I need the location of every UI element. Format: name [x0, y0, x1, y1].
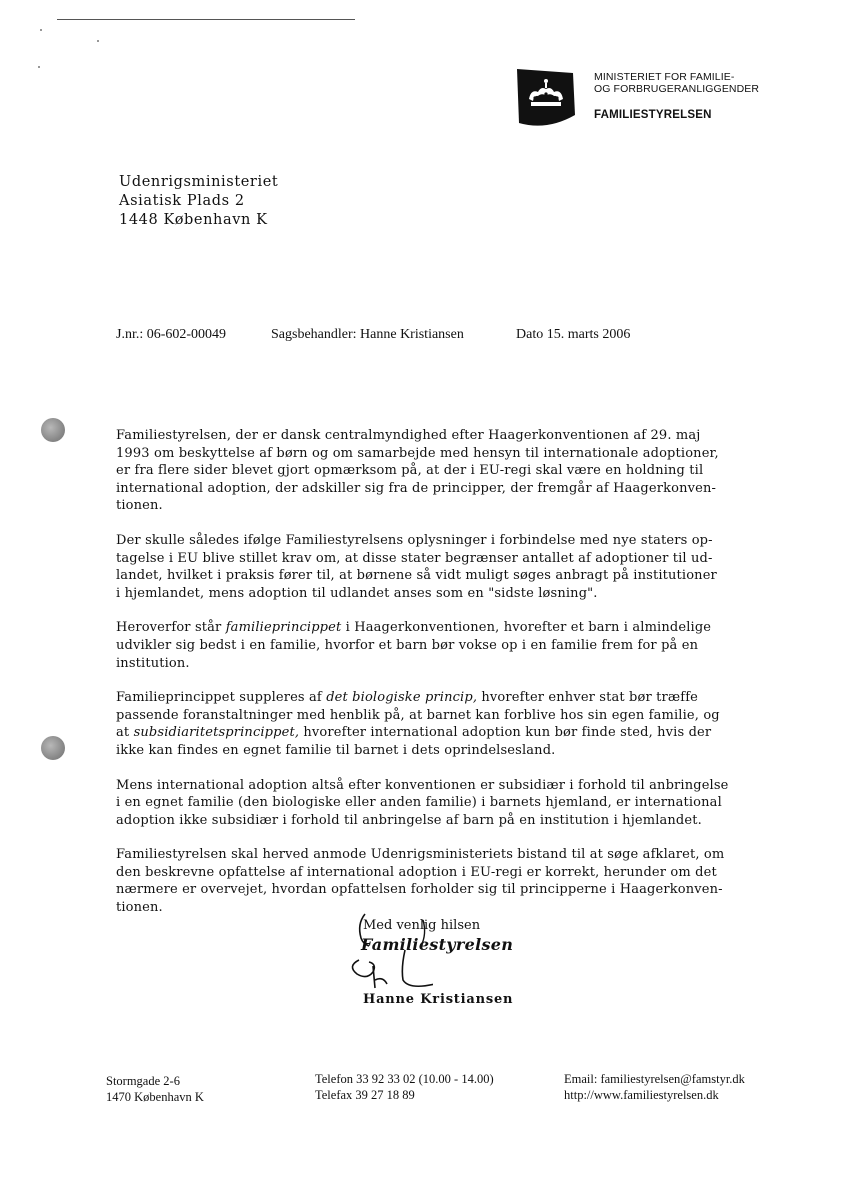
- emphasis-subsidiaritetsprincippet: subsidiaritetsprincippet,: [133, 725, 300, 741]
- text-line: tionen.: [116, 498, 163, 514]
- recipient-name: Udenrigsministeriet: [119, 174, 279, 190]
- scan-top-line: [57, 19, 355, 20]
- text-line: udvikler sig bedst i en familie, hvorfor et barn bør vokse op i en familie frem for på en: [116, 637, 699, 653]
- footer-email: Email: familiestyrelsen@famstyr.dk: [564, 1072, 745, 1086]
- text-line: i hjemlandet, mens adoption til udlandet anses som en "sidste løsning".: [116, 585, 598, 601]
- journal-number: J.nr.: 06-602-00049: [116, 327, 227, 342]
- text-line: den beskrevne opfattelse af international adoption i EU-regi er korrekt, herunder om det: [116, 864, 717, 880]
- text-line: landet, hvilket i praksis fører til, at børnene så vidt muligt søges anbragt på institutioner: [116, 568, 717, 584]
- text-line: at subsidiaritetsprincippet, hvorefter international adoption kun bør finde sted, hvis der: [116, 725, 712, 741]
- text-line: passende foranstaltninger med henblik på, at barnet kan forblive hos sin egen familie, og: [116, 707, 720, 723]
- emphasis-familieprincippet: familieprincippet: [225, 620, 342, 636]
- text-line: ikke kan findes en egnet familie til barnet i dets oprindelsesland.: [116, 742, 556, 758]
- punch-hole: [41, 418, 65, 442]
- scan-speck: [40, 29, 42, 31]
- text-line: i en egnet familie (den biologiske eller anden familie) i barnets hjemland, er international: [116, 795, 722, 811]
- footer-address: [106, 1073, 204, 1105]
- text-line: 1993 om beskyttelse af børn og om samarbejde med hensyn til internationale adoptioner,: [116, 445, 719, 461]
- text-line: institution.: [116, 655, 190, 671]
- text-line: Familiestyrelsen skal herved anmode Udenrigsministeriets bistand til at søge afklaret, om: [116, 847, 725, 863]
- paragraph-1: [116, 427, 766, 515]
- text-line: international adoption, der adskiller sig fra de principper, der fremgår af Haagerkonven-: [116, 480, 717, 496]
- recipient-city: 1448 København K: [119, 212, 268, 228]
- text-line: nærmere er overvejet, hvordan opfattelsen forholder sig til principperne i Haagerkonven-: [116, 882, 723, 898]
- text-line: tionen.: [116, 900, 163, 916]
- paragraph-5: [116, 777, 766, 830]
- footer-fax: Telefax 39 27 18 89: [315, 1088, 415, 1102]
- closing-greeting: Med venlig hilsen: [363, 918, 481, 933]
- emphasis-biologiske-princip: det biologiske princip,: [326, 690, 478, 706]
- paragraph-3: [116, 619, 766, 672]
- ministry-name: [594, 72, 759, 95]
- ministry-line-1: MINISTERIET FOR FAMILIE-: [594, 71, 735, 83]
- footer-contact-block: [564, 1071, 745, 1103]
- text-line: Familieprincippet suppleres af det biologiske princip, hvorefter enhver stat bør træffe: [116, 690, 699, 706]
- text-line: Der skulle således ifølge Familiestyrelsens oplysninger i forbindelse med nye staters op-: [116, 532, 713, 548]
- paragraph-2: [116, 532, 766, 602]
- ministry-line-2: OG FORBRUGERANLIGGENDER: [594, 82, 760, 95]
- scan-speck: [97, 40, 99, 42]
- footer-phone: Telefon 33 92 33 02 (10.00 - 14.00): [315, 1072, 494, 1086]
- letter-date: Dato 15. marts 2006: [516, 327, 631, 342]
- footer-website: http://www.familiestyrelsen.dk: [564, 1088, 719, 1102]
- letter-body: [116, 427, 766, 917]
- text-line: Mens international adoption altså efter konventionen er subsidiær i forhold til anbringelse: [116, 777, 729, 793]
- text-line: tagelse i EU blive stillet krav om, at disse stater begrænser antallet af adoptioner til ud-: [116, 550, 713, 566]
- crown-icon: [511, 67, 579, 129]
- agency-name: FAMILIESTYRELSEN: [594, 109, 712, 121]
- footer-street: Stormgade 2-6: [106, 1074, 180, 1088]
- signer-name: Hanne Kristiansen: [363, 992, 514, 1007]
- closing-organization: Familiestyrelsen: [361, 935, 514, 954]
- paragraph-4: [116, 689, 766, 759]
- text-line: er fra flere sider blevet gjort opmærksom på, at der i EU-regi skal være en holdning til: [116, 463, 704, 479]
- text-line: Heroverfor står familieprincippet i Haagerkonventionen, hvorefter et barn i almindelige: [116, 620, 712, 636]
- punch-hole: [41, 736, 65, 760]
- text-line: Familiestyrelsen, der er dansk centralmyndighed efter Haagerkonventionen af 29. maj: [116, 428, 701, 443]
- recipient-street: Asiatisk Plads 2: [119, 193, 245, 209]
- text-line: adoption ikke subsidiær i forhold til anbringelse af barn på en institution i hjemlandet.: [116, 812, 702, 828]
- case-handler: Sagsbehandler: Hanne Kristiansen: [271, 327, 464, 342]
- footer-city: 1470 København K: [106, 1090, 204, 1104]
- scan-speck: [38, 66, 40, 68]
- paragraph-6: [116, 846, 766, 916]
- footer-phone-block: [315, 1071, 494, 1103]
- handwritten-signature: [343, 910, 433, 992]
- recipient-address: [119, 173, 278, 230]
